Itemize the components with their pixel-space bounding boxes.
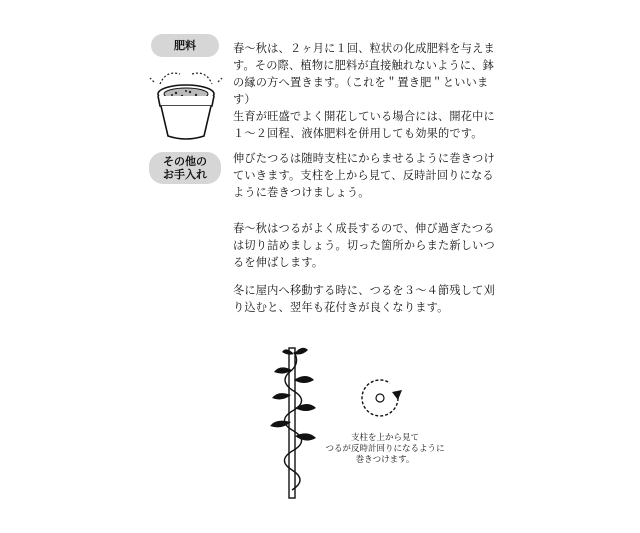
caption-line-2: つるが反時計回りになるように: [325, 444, 445, 454]
caption-line-3: 巻きつけます。: [355, 455, 415, 465]
fertilizer-badge: [151, 34, 219, 57]
counterclockwise-arrow-icon: [350, 368, 410, 428]
care-paragraph-1: 伸びたつるは随時支柱にからませるように巻きつけていきます。支柱を上から見て、反時計回りになるように巻きつけましょう。: [233, 152, 495, 199]
other-care-badge: [149, 152, 221, 184]
pot-with-fertilizer-illustration: [146, 64, 226, 144]
fertilizer-text: 春～秋は、２ヶ月に１回、粒状の化成肥料を与えます。その際、植物に肥料が直接触れないように、鉢の縁の方へ置きます。（これを＂置き肥＂といいます） 生育が旺盛でよく開花している場合には、開花中に１～２回程、液体肥料を併用しても効果的です。: [233, 42, 495, 140]
care-paragraph-2: 春～秋はつるがよく成長するので、伸び過ぎたつるは切り詰めましょう。切った箇所からまた新しいつるを伸ばします。: [233, 222, 495, 269]
care-paragraph-3: 冬に屋内へ移動する時に、つるを３～４節残して刈り込むと、翌年も花付きが良くなります。: [233, 284, 495, 314]
fertilizer-label: 肥料: [174, 39, 196, 52]
illustration-caption: [320, 433, 450, 466]
caption-line-1: 支柱を上から見て: [350, 433, 419, 443]
vine-on-stake-illustration: [264, 340, 324, 500]
other-care-label-line1: その他の: [163, 155, 207, 168]
other-care-label-line2: お手入れ: [163, 168, 207, 181]
